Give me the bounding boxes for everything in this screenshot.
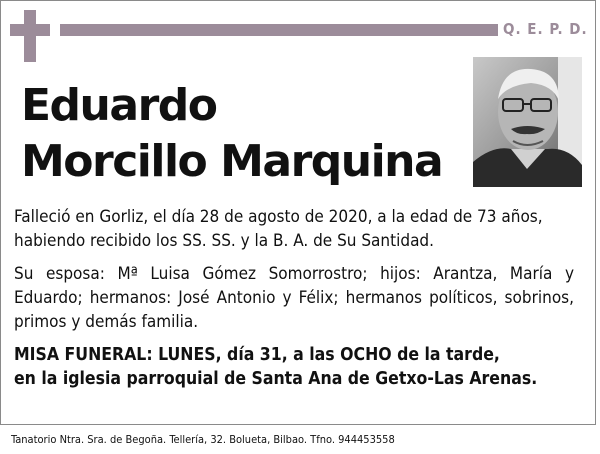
cross-icon-bar [10, 24, 50, 36]
portrait-image [473, 57, 582, 187]
deceased-name [21, 78, 442, 190]
funeral-home-footer: Tanatorio Ntra. Sra. de Begoña. Tellería, 32. Bolueta, Bilbao. Tfno. 944453558 [11, 433, 395, 446]
funeral-line-2: en la iglesia parroquial de Santa Ana de Getxo-Las Arenas. [14, 369, 538, 389]
cross-icon [24, 10, 36, 62]
funeral-line-1: MISA FUNERAL: LUNES, día 31, a las OCHO de la tarde, [14, 345, 500, 365]
family-text: Su esposa: Mª Luisa Gómez Somorrostro; hijos: Arantza, María y Eduardo; hermanos: José Antonio y Félix; hermanos políticos, sobrinos, primos y demás familia. [14, 264, 574, 332]
death-notice-text: Falleció en Gorliz, el día 28 de agosto de 2020, a la edad de 73 años, habiendo recibido los SS. SS. y la B. A. de Su Santidad. [14, 207, 543, 251]
first-name: Eduardo [21, 80, 217, 131]
portrait-photo [473, 57, 582, 187]
qepd-label: Q. E. P. D. [503, 20, 588, 38]
surnames: Morcillo Marquina [21, 136, 443, 187]
header-rule [60, 24, 498, 36]
funeral-mass-text [14, 343, 574, 391]
